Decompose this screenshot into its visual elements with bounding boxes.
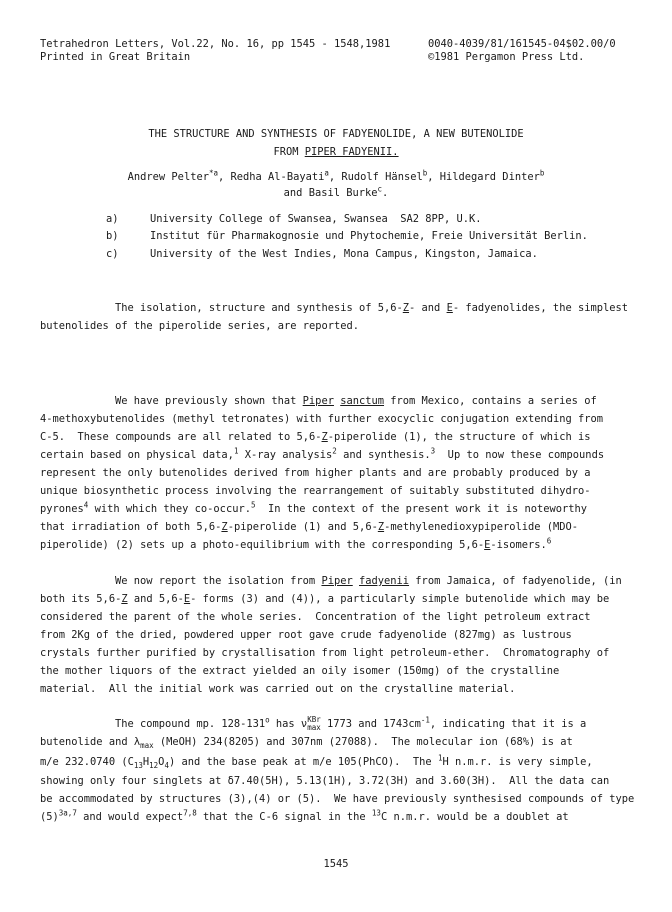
body-line: considered the parent of the whole series. Concentration of the light petroleum extract [40,611,591,623]
affiliation-a-key: a) [106,213,119,225]
author-3: Rudolf Hänsel [341,171,423,183]
sub: 13 [133,761,143,771]
author-5: Basil Burke [308,187,378,199]
kbr: KBr [307,715,321,724]
body-line: crystals further purified by crystallisation from light petroleum-ether. Chromatography of [40,647,610,659]
text: We now report the isolation from [115,575,322,587]
and: and [283,187,309,199]
text: The isolation, structure and synthesis of 5,6- [115,302,403,314]
sub: 4 [164,761,169,771]
body-line [40,521,578,534]
page-number: 1545 [323,858,349,870]
text: , indicating that it is a [429,718,587,730]
text: -piperolide (1) and 5,6- [227,521,378,533]
text: We have previously shown that [115,395,303,407]
affiliation-b: Institut für Pharmakognosie und Phytochemie, Freie Universität Berlin. [150,230,588,242]
author-3-mark: b [422,168,428,178]
text: ) and the base peak at m/e 105(PhCO). The [168,756,438,768]
text: has ν [269,718,308,730]
article-title-line2 [0,146,672,159]
text: H [142,756,150,768]
body-line: 4-methoxybutenolides (methyl tetronates) with further exocyclic conjugation extending from [40,413,604,425]
article-code: 0040-4039/81/161545-04$02.00/0 [428,38,616,50]
sep: , [328,171,342,183]
affiliation-a: University College of Swansea, Swansea SA2 8PP, U.K. [150,213,482,225]
sep: , [427,171,440,183]
author-4: Hildegard Dinter [439,171,540,183]
nu-subsup [307,716,321,732]
body-line: the mother liquors of the extract yielded an oily isomer (150mg) of the crystalline [40,665,560,677]
text: Up to now these compounds [435,449,605,461]
body-line [40,753,593,771]
text: The compound mp. 128-131 [115,718,266,730]
affiliation-c-key: c) [106,248,119,260]
text: O [158,756,165,768]
text: certain based on physical data, [40,449,234,461]
author-2-mark: a [324,168,329,178]
author-5-mark: c [377,184,383,194]
e-label: E [484,539,491,551]
author-1: Andrew Pelter [127,171,209,183]
ref: 3a,7 [58,808,77,818]
title-prefix: FROM [273,146,305,158]
genus: Piper [321,575,353,587]
article-title-line1: THE STRUCTURE AND SYNTHESIS OF FADYENOLIDE, A NEW BUTENOLIDE [148,128,524,140]
sep: , [218,171,231,183]
inverse: -1 [420,715,430,725]
z-label: Z [377,521,385,533]
text: with which they co-occur. [88,503,251,515]
species: sanctum [340,395,385,407]
text: -piperolide (1), the structure of which is [327,431,591,443]
body-line [40,536,552,552]
text: and synthesis. [336,449,431,461]
text: (5) [40,811,59,823]
body-line [40,808,569,824]
text: X-ray analysis [238,449,333,461]
text: pyrones [40,503,84,515]
text: (MeOH) 234(8205) and 307nm (27088). The molecular ion (68%) is at [153,736,573,748]
text: -isomers. [490,539,547,551]
text: from Mexico, contains a series of [384,395,597,407]
sup: 13 [371,808,381,818]
degree: o [265,715,270,725]
text: that the C-6 signal in the [196,811,372,823]
author-list-line2 [0,184,672,200]
text: m/e 232.0740 (C [40,756,134,768]
copyright: ©1981 Pergamon Press Ltd. [428,51,585,63]
max: max [140,741,154,751]
text: and would expect [76,811,184,823]
author-list [0,168,672,184]
sup: 1 [437,753,443,763]
text: -methylenedioxypiperolide (MDO- [384,521,579,533]
author-2: Redha Al-Bayati [230,171,325,183]
text: that irradiation of both 5,6- [40,521,222,533]
text: both its 5,6- [40,593,122,605]
body-line: material. All the initial work was carried out on the crystalline material. [40,683,516,695]
affiliation-c: University of the West Indies, Mona Campus, Kingston, Jamaica. [150,248,538,260]
text: - and [409,302,447,314]
z-label: Z [221,521,228,533]
z-label: Z [121,593,128,605]
z-label: Z [321,431,328,443]
body-line: from 2Kg of the dried, powdered upper root gave crude fadyenolide (827mg) as lustrous [40,629,572,641]
body-line [40,431,591,444]
body-line: showing only four singlets at δ7.40(5H), 5.13(1H), 3.72(3H) and 3.60(3H). All the data can [40,775,610,787]
text: C-5. These compounds are all related to 5,6- [40,431,322,443]
text: In the context of the present work it is noteworthy [255,503,588,515]
abstract-line [115,302,628,315]
body-line: represent the only butenolides derived from higher plants and are probably produced by a [40,467,591,479]
species: fadyenii [359,575,410,587]
e-label: E [183,593,191,605]
text: from Jamaica, of fadyenolide, (in [409,575,622,587]
journal-citation: Tetrahedron Letters, Vol.22, No. 16, pp 1545 - 1548,1981 [40,38,391,50]
author-4-mark: b [539,168,545,178]
text: and 5,6- [127,593,184,605]
text: 1773 and 1743cm [320,718,421,730]
body-line [40,736,573,749]
body-line [40,500,588,516]
body-line [40,593,609,606]
ref: 3 [430,446,436,456]
body-line [40,446,605,462]
z-label: Z [402,302,410,314]
body-line [115,716,586,732]
ref: 1 [233,446,239,456]
text: butenolide and λ [40,736,141,748]
abstract-line: butenolides of the piperolide series, are reported. [40,320,360,332]
affiliation-b-key: b) [106,230,119,242]
body-line [115,575,622,588]
title-species: PIPER FADYENII. [304,146,399,158]
printed-in: Printed in Great Britain [40,51,191,63]
max: max [307,723,321,732]
body-line [115,395,597,408]
genus: Piper [302,395,334,407]
ref: 2 [332,446,337,456]
period: . [382,187,389,199]
ref: 4 [83,500,89,510]
ref: 6 [546,536,552,546]
sub: 12 [149,761,159,771]
ref: 7,8 [183,808,197,818]
e-label: E [446,302,453,314]
text: piperolide) (2) sets up a photo-equilibrium with the corresponding 5,6- [40,539,485,551]
ref: 5 [250,500,256,510]
text: - forms (3) and (4)), a particularly simple butenolide which may be [190,593,610,605]
text: - fadyenolides, the simplest [452,302,629,314]
author-1-mark: *a [208,168,218,178]
text: H n.m.r. is very simple, [442,756,593,768]
body-line: unique biosynthetic process involving the rearrangement of suitably substituted dihydro- [40,485,591,497]
body-line: be accommodated by structures (3),(4) or (5). We have previously synthesised compounds of type [40,793,635,805]
text: C n.m.r. would be a doublet at [380,811,569,823]
